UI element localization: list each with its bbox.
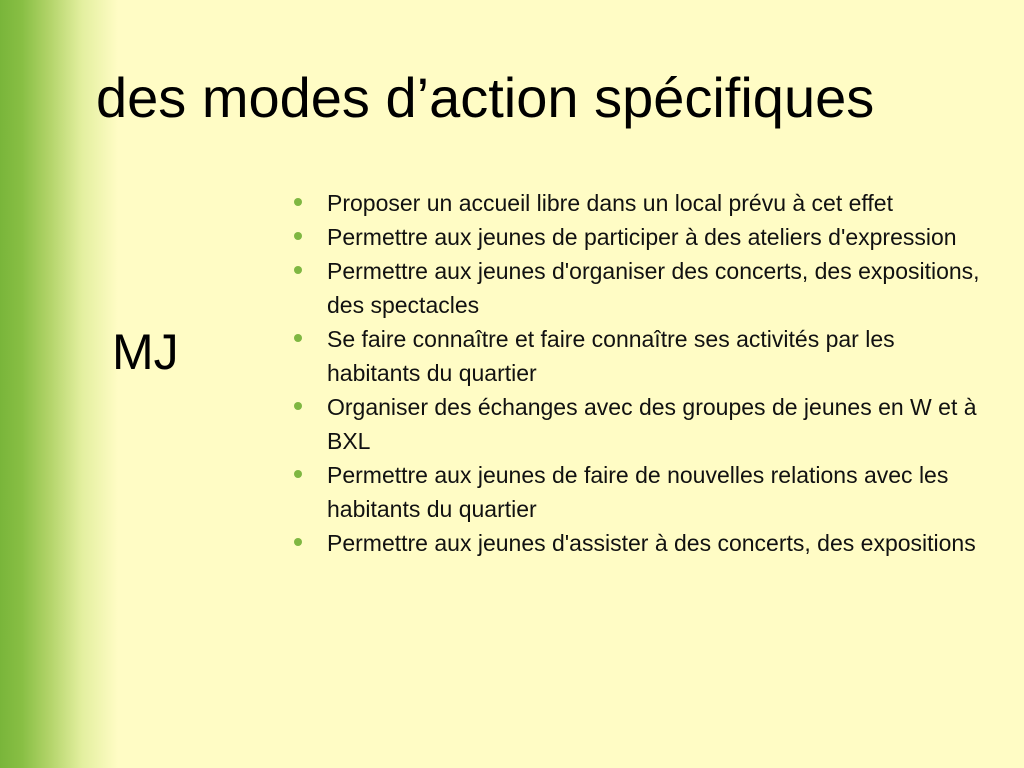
bullet-item	[292, 322, 982, 390]
bullet-item	[292, 526, 982, 560]
left-label: MJ	[112, 324, 179, 380]
bullet-text: Permettre aux jeunes de faire de nouvelles relations avec les habitants du quartier	[327, 462, 949, 522]
bullet-item	[292, 220, 982, 254]
bullet-dot-icon	[294, 198, 302, 206]
bullet-item	[292, 458, 982, 526]
bullet-dot-icon	[294, 538, 302, 546]
bullet-text: Permettre aux jeunes d'organiser des concerts, des expositions, des spectacles	[327, 258, 980, 318]
bullet-list	[292, 186, 982, 560]
bullet-item	[292, 186, 982, 220]
bullet-text: Organiser des échanges avec des groupes de jeunes en W et à BXL	[327, 394, 977, 454]
bullet-item	[292, 390, 982, 458]
bullet-dot-icon	[294, 402, 302, 410]
bullet-dot-icon	[294, 266, 302, 274]
slide-title: des modes d’action spécifiques	[96, 66, 875, 129]
bullet-text: Se faire connaître et faire connaître ses activités par les habitants du quartier	[327, 326, 895, 386]
bullet-text: Proposer un accueil libre dans un local prévu à cet effet	[327, 190, 893, 216]
bullet-text: Permettre aux jeunes d'assister à des concerts, des expositions	[327, 530, 976, 556]
bullet-item	[292, 254, 982, 322]
bullet-text: Permettre aux jeunes de participer à des ateliers d'expression	[327, 224, 957, 250]
bullet-dot-icon	[294, 470, 302, 478]
bullet-dot-icon	[294, 334, 302, 342]
bullet-dot-icon	[294, 232, 302, 240]
